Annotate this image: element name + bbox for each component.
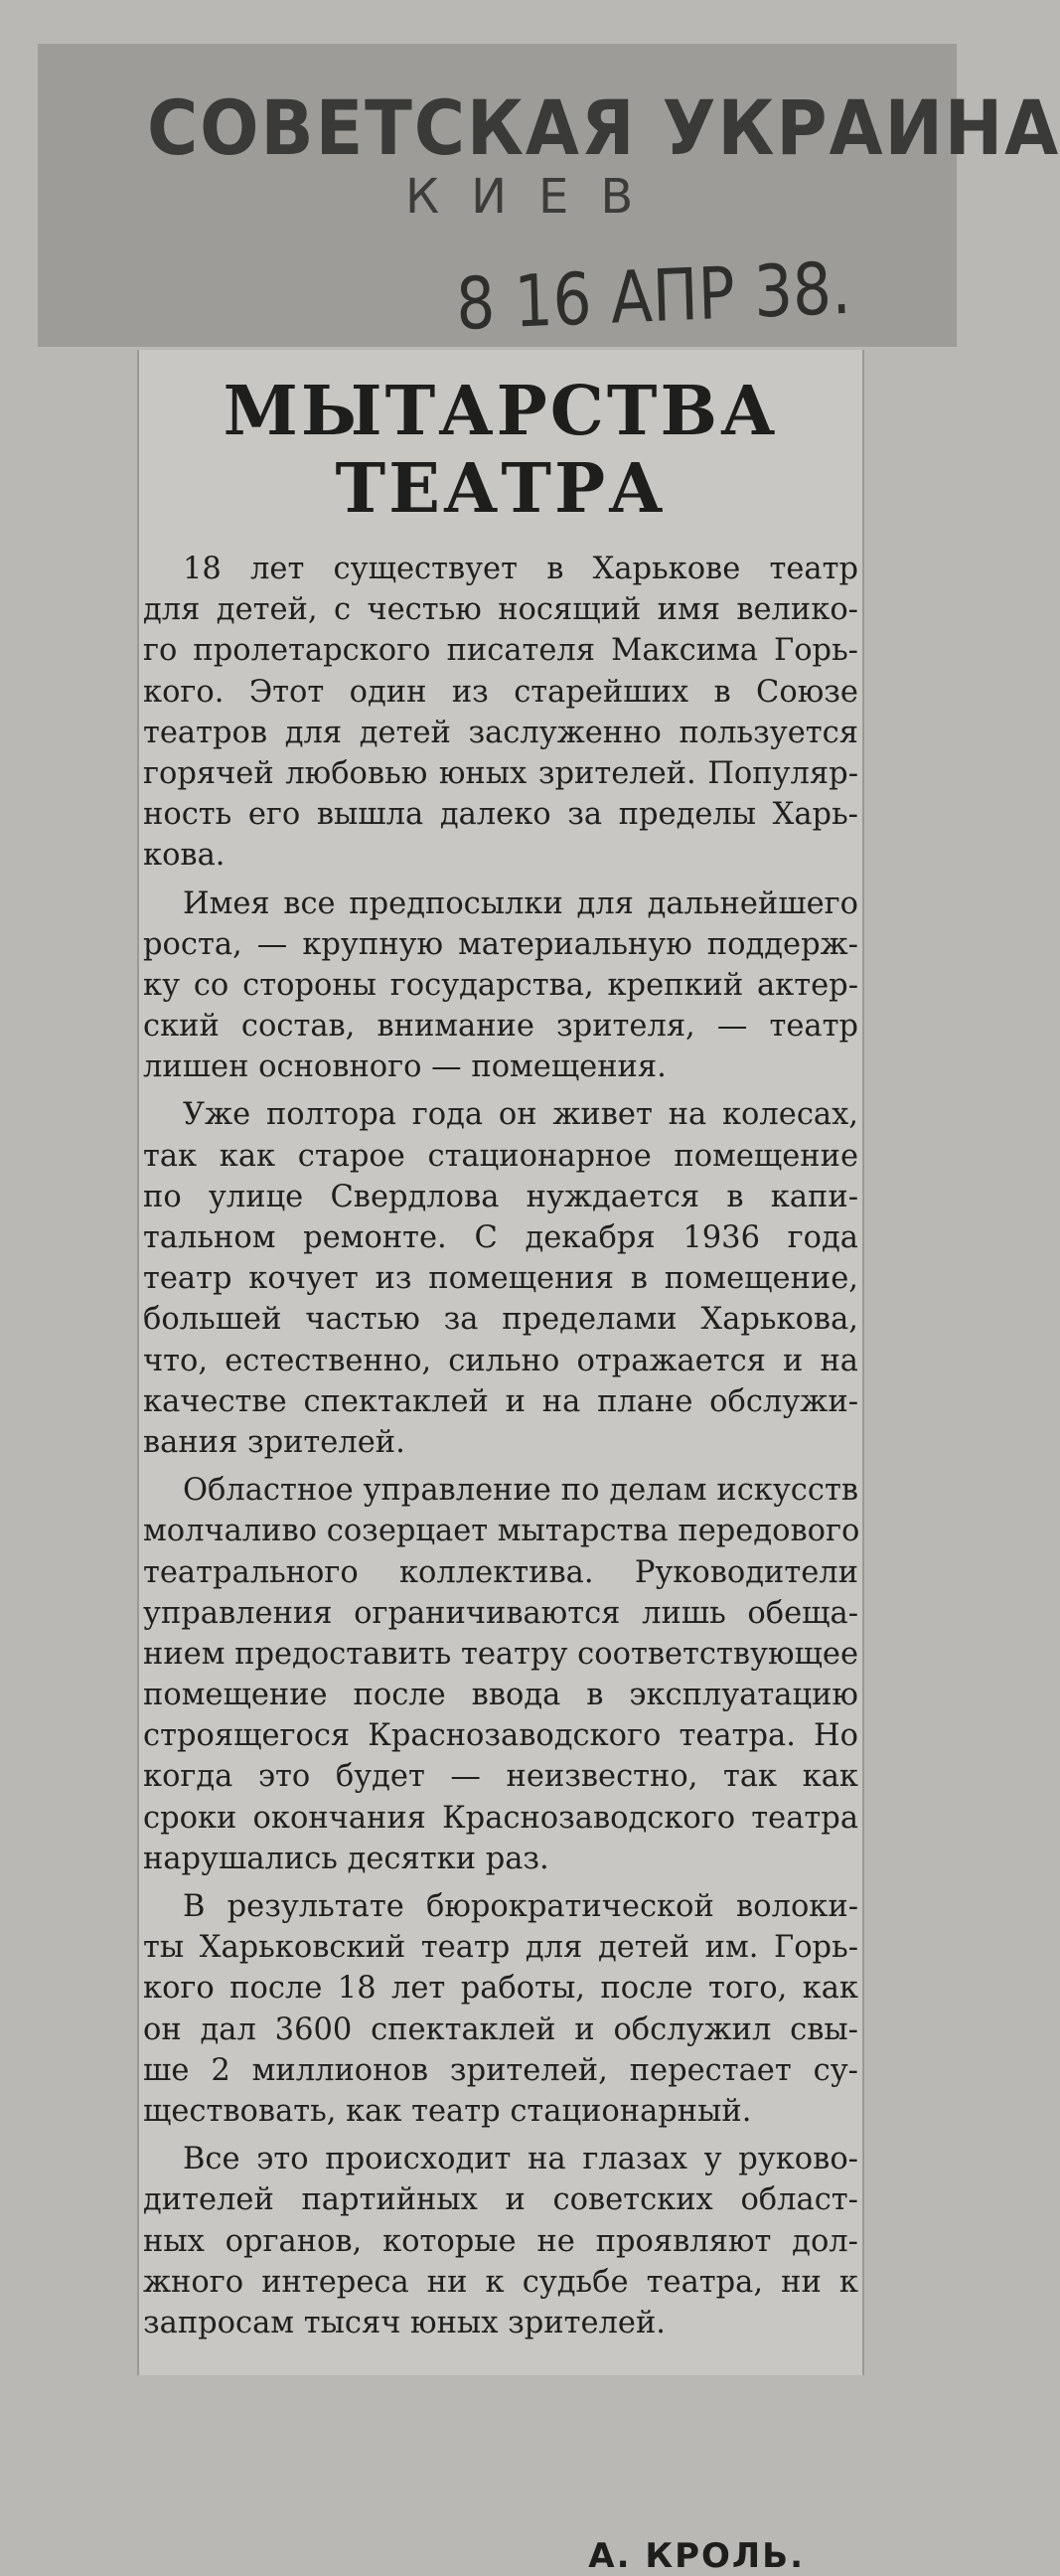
article-text-line: горячей любовью юных зрителей. Популяр- <box>143 755 858 791</box>
article-text-line: вания зрителей. <box>143 1424 405 1460</box>
paragraph-gap <box>139 2132 862 2139</box>
date-stamp: 8 16 АПР 38. <box>455 245 852 346</box>
article-text-line: 18 лет существует в Харькове театр <box>183 552 858 586</box>
article-text-line: ку со стороны государства, крепкий актер- <box>143 967 858 1003</box>
paragraph-gap <box>139 1463 862 1470</box>
article-paragraph <box>139 1470 862 1879</box>
paragraph-gap <box>139 877 862 884</box>
article-text-line: дителей партийных и советских област- <box>143 2182 858 2218</box>
article-text-line: молчаливо созерцает мытарства передового <box>143 1514 860 1549</box>
article-paragraph <box>139 2139 862 2343</box>
article-paragraph <box>139 884 862 1088</box>
article-text-line: нием предоставить театру соответствующее <box>143 1636 858 1672</box>
article-text-line: го пролетарского писателя Максима Горь- <box>143 633 858 669</box>
paragraph-gap <box>139 1087 862 1094</box>
article-text-line: помещение после ввода в эксплуатацию <box>143 1678 858 1713</box>
article-text-line: он дал 3600 спектаклей и обслужил свы- <box>143 2012 858 2047</box>
article-text-line: лишен основного — помещения. <box>143 1049 667 1085</box>
newspaper-city: КИЕВ <box>405 169 666 225</box>
article-author: А. КРОЛЬ. <box>588 2536 805 2576</box>
paragraph-gap <box>139 1879 862 1886</box>
article-text-line: так как старое стационарное помещение <box>143 1138 858 1174</box>
article-text-line: театрального коллектива. Руководители <box>143 1554 858 1590</box>
article-text-line: Все это происходит на глазах у руково- <box>183 2142 858 2177</box>
article-headline-line-1: МЫТАРСТВА <box>223 372 779 451</box>
article-paragraph <box>139 549 862 877</box>
newspaper-header-stamp <box>38 44 1060 347</box>
newspaper-title: СОВЕТСКАЯ УКРАИНА <box>147 83 1060 172</box>
article-text-line: жного интереса ни к судьбе театра, ни к <box>143 2264 858 2300</box>
article-text-line: ский состав, внимание зрителя, — театр <box>143 1009 858 1045</box>
article-text-line: ных органов, которые не проявляют дол- <box>143 2223 858 2259</box>
article-body <box>139 549 862 2343</box>
article-text-line: Областное управление по делам искусств <box>183 1473 858 1509</box>
article-text-line: тальном ремонте. С декабря 1936 года <box>143 1220 858 1255</box>
article-text-line: когда это будет — неизвестно, так как <box>143 1759 858 1795</box>
article-text-line: роста, — крупную материальную поддерж- <box>143 926 858 962</box>
article-text-line: кого после 18 лет работы, после того, как <box>143 1971 858 2007</box>
article-paragraph <box>139 1094 862 1463</box>
article-text-line: театр кочует из помещения в помещение, <box>143 1261 858 1297</box>
article-text-line: запросам тысяч юных зрителей. <box>143 2305 666 2340</box>
article-text-line: управления ограничиваются лишь обеща- <box>143 1595 858 1631</box>
article-text-line: ность его вышла далеко за пределы Харь- <box>143 797 858 833</box>
article-text-line: что, естественно, сильно отражается и на <box>143 1343 858 1378</box>
article-text-line: по улице Свердлова нуждается в капи- <box>143 1179 858 1214</box>
article-text-line: качестве спектаклей и на плане обслужи- <box>143 1383 858 1419</box>
article-text-line: кова. <box>143 838 226 874</box>
article-text-line: нарушались десятки раз. <box>143 1841 549 1876</box>
article-text-line: большей частью за пределами Харькова, <box>143 1302 858 1338</box>
article-text-line: В результате бюрократической волоки- <box>183 1889 858 1924</box>
article-text-line: кого. Этот один из старейших в Союзе <box>143 674 858 710</box>
article-text-line: строящегося Краснозаводского театра. Но <box>143 1718 858 1754</box>
article-paragraph <box>139 1886 862 2132</box>
article-clipping <box>137 350 864 2576</box>
article-text-line: сроки окончания Краснозаводского театра <box>143 1800 858 1836</box>
article-text-line: Уже полтора года он живет на колесах, <box>183 1097 858 1133</box>
article-headline-line-2: ТЕАТРА <box>335 449 667 529</box>
article-text-line: Имея все предпосылки для дальнейшего <box>183 886 858 921</box>
article-text-line: для детей, с честью носящий имя велико- <box>143 592 858 628</box>
article-text-line: ты Харьковский театр для детей им. Горь- <box>143 1930 858 1966</box>
article-text-line: ществовать, как театр стационарный. <box>143 2093 752 2129</box>
article-text-line: ше 2 миллионов зрителей, перестает су- <box>143 2052 858 2088</box>
article-text-line: театров для детей заслуженно пользуется <box>143 715 858 750</box>
